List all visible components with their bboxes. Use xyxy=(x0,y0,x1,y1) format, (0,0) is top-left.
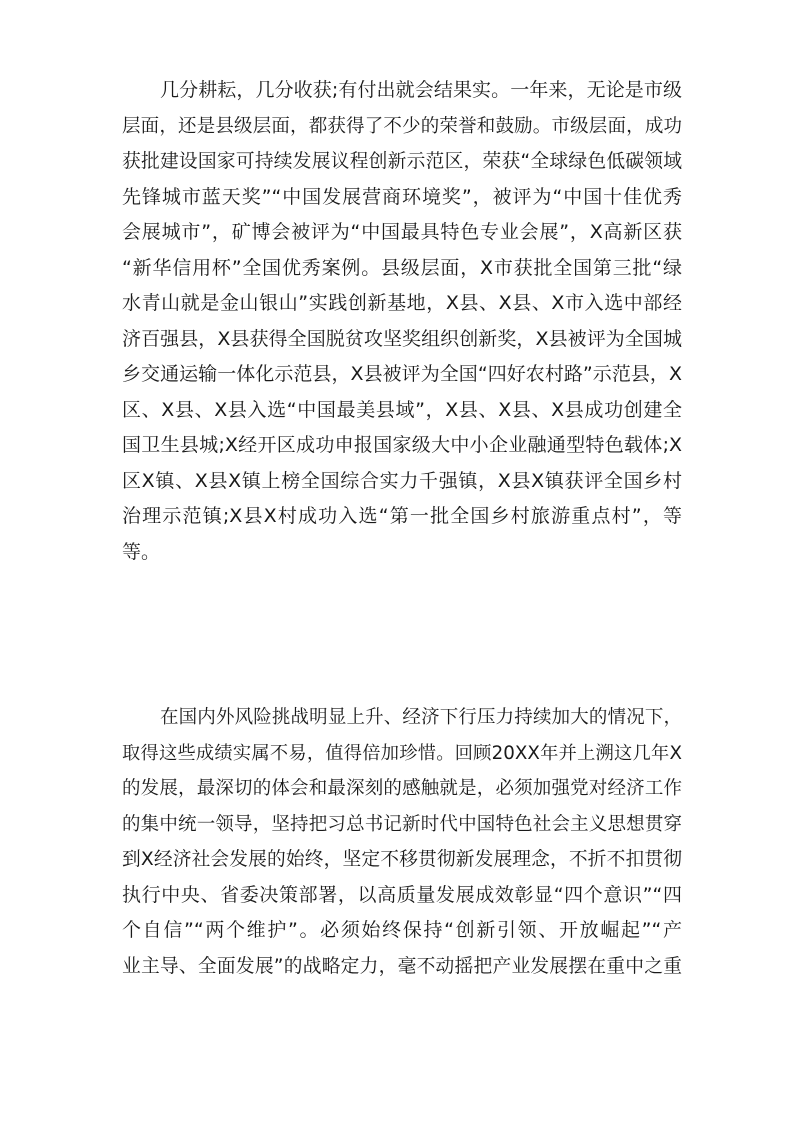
text-line: 济百强县，X县获得全国脱贫攻坚奖组织创新奖，X县被评为全国城 xyxy=(122,327,682,350)
text-line: 的发展，最深切的体会和最深刻的感触就是，必须加强党对经济工作 xyxy=(122,778,682,799)
text-line: 几分耕耘，几分收获;有付出就会结果实。一年来，无论是市级 xyxy=(160,79,682,101)
text-line: 执行中央、省委决策部署，以高质量发展成效彰显“四个意识”“四 xyxy=(122,883,682,906)
text-line: 个自信”“两个维护”。必须始终保持“创新引领、开放崛起”“产 xyxy=(122,919,682,941)
text-line: 层面，还是县级层面，都获得了不少的荣誉和鼓励。市级层面，成功 xyxy=(122,115,682,137)
text-line: 水青山就是金山银山”实践创新基地，X县、X县、X市入选中部经 xyxy=(122,292,682,314)
text-line: 在国内外风险挑战明显上升、经济下行压力持续加大的情况下， xyxy=(160,707,682,728)
paragraph-reflection xyxy=(122,700,682,984)
paragraph-honors xyxy=(122,73,682,570)
text-line: 区、X县、X县入选“中国最美县域”，X县、X县、X县成功创建全 xyxy=(122,398,682,421)
text-line: 取得这些成绩实属不易，值得倍加珍惜。回顾20XX年并上溯这几年X xyxy=(122,742,682,764)
text-line: 等。 xyxy=(122,540,161,563)
text-line: 先锋城市蓝天奖”“中国发展营商环境奖”，被评为“中国十佳优秀 xyxy=(122,185,682,208)
text-line: 到X经济社会发展的始终，坚定不移贯彻新发展理念，不折不扣贯彻 xyxy=(122,849,682,870)
text-line: 乡交通运输一体化示范县，X县被评为全国“四好农村路”示范县，X xyxy=(122,363,682,385)
text-line: 治理示范镇;X县X村成功入选“第一批全国乡村旅游重点村”，等 xyxy=(122,505,682,527)
text-line: 国卫生县城;X经开区成功申报国家级大中小企业融通型特色载体;X xyxy=(122,434,682,456)
text-line: “新华信用杯”全国优秀案例。县级层面，X市获批全国第三批“绿 xyxy=(122,256,682,279)
text-line: 的集中统一领导，坚持把习总书记新时代中国特色社会主义思想贯穿 xyxy=(122,813,682,835)
text-line: 获批建设国家可持续发展议程创新示范区，荣获“全球绿色低碳领域 xyxy=(122,151,682,172)
text-line: 会展城市”，矿博会被评为“中国最具特色专业会展”，X高新区获 xyxy=(122,221,682,243)
text-line: 业主导、全面发展”的战略定力，毫不动摇把产业发展摆在重中之重 xyxy=(122,955,682,977)
text-line: 区X镇、X县X镇上榜全国综合实力千强镇，X县X镇获评全国乡村 xyxy=(122,469,682,492)
